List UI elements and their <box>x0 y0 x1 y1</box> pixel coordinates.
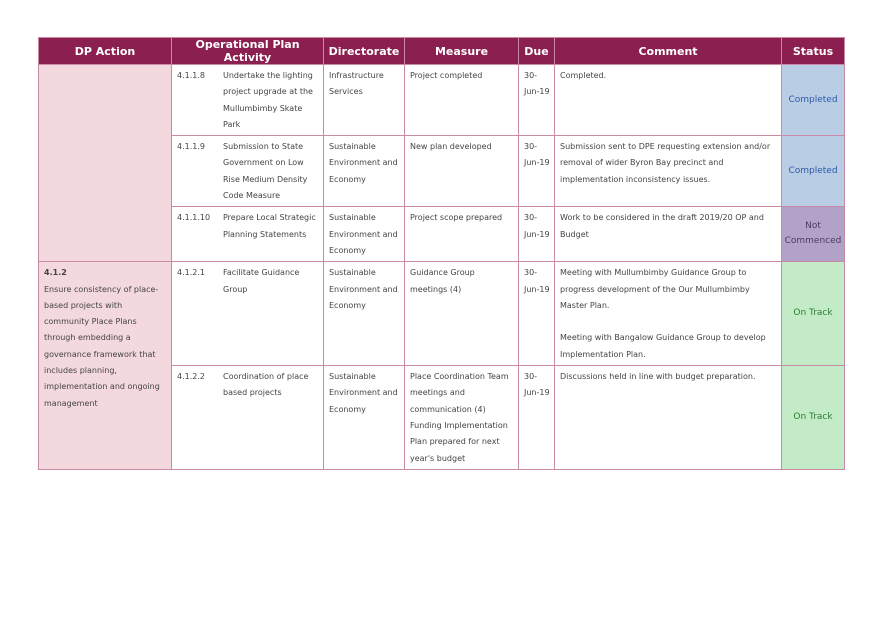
dp-action-cell <box>39 262 172 470</box>
status-badge: On Track <box>782 262 845 366</box>
activity-description: Facilitate Guidance Group <box>223 268 300 294</box>
comment-text: Discussions held in line with budget preparation. <box>560 372 756 382</box>
due-cell: 30-Jun-19 <box>519 366 555 470</box>
header-due: Due <box>519 38 555 65</box>
table-row <box>39 65 845 136</box>
activity-code: 4.1.1.10 <box>177 213 211 223</box>
directorate-cell: Sustainable Environment and Economy <box>324 366 405 470</box>
status-badge: On Track <box>782 366 845 470</box>
operational-plan-table <box>38 37 845 470</box>
comment-text: Work to be considered in the draft 2019/20 OP and Budget <box>560 213 764 239</box>
directorate-cell: Sustainable Environment and Economy <box>324 207 405 262</box>
measure-cell: Guidance Group meetings (4) <box>405 262 519 366</box>
comment-text: Submission sent to DPE requesting extension and/or removal of wider Byron Bay precinct and implementation inconsistency issues. <box>560 142 771 184</box>
activity-description: Submission to State Government on Low Rise Medium Density Code Measure <box>223 142 308 201</box>
status-badge: Completed <box>782 65 845 136</box>
comment-text: Meeting with Bangalow Guidance Group to develop Implementation Plan. <box>560 333 766 359</box>
directorate-cell: Sustainable Environment and Economy <box>324 136 405 207</box>
directorate-cell: Infrastructure Services <box>324 65 405 136</box>
dp-action-code: 4.1.2 <box>44 268 67 278</box>
activity-code: 4.1.2.1 <box>177 268 205 278</box>
activity-description: Coordination of place based projects <box>223 372 309 398</box>
comment-text: Completed. <box>560 71 607 80</box>
comment-cell <box>555 207 782 262</box>
header-comment: Comment <box>555 38 782 65</box>
due-cell: 30-Jun-19 <box>519 65 555 136</box>
activity-cell <box>172 262 324 366</box>
activity-cell <box>172 136 324 207</box>
dp-action-cell-empty <box>39 65 172 262</box>
header-directorate: Directorate <box>324 38 405 65</box>
table-row <box>39 262 845 366</box>
due-cell: 30-Jun-19 <box>519 136 555 207</box>
directorate-cell: Sustainable Environment and Economy <box>324 262 405 366</box>
activity-description: Prepare Local Strategic Planning Statements <box>223 213 316 239</box>
comment-cell <box>555 65 782 136</box>
activity-cell <box>172 65 324 136</box>
header-status: Status <box>782 38 845 65</box>
measure-cell: Project completed <box>405 65 519 136</box>
table-header-row <box>39 38 845 65</box>
comment-cell <box>555 366 782 470</box>
dp-action-description: Ensure consistency of place-based projects with community Place Plans through embedding a governance framework that includes planning, implementation and ongoing management <box>44 284 160 408</box>
measure-cell: New plan developed <box>405 136 519 207</box>
activity-description: Undertake the lighting project upgrade at the Mullumbimby Skate Park <box>223 71 313 129</box>
comment-cell <box>555 262 782 366</box>
comment-text: Meeting with Mullumbimby Guidance Group to progress development of the Our Mullumbimby Master Plan. <box>560 268 750 310</box>
measure-cell: Place Coordination Team meetings and communication (4) Funding Implementation Plan prepared for next year's budget <box>405 366 519 470</box>
status-badge: Completed <box>782 136 845 207</box>
due-cell: 30-Jun-19 <box>519 207 555 262</box>
status-badge: Not Commenced <box>782 207 845 262</box>
comment-cell <box>555 136 782 207</box>
activity-code: 4.1.1.8 <box>177 71 205 80</box>
header-measure: Measure <box>405 38 519 65</box>
due-cell: 30-Jun-19 <box>519 262 555 366</box>
header-dp-action: DP Action <box>39 38 172 65</box>
activity-code: 4.1.1.9 <box>177 142 205 152</box>
measure-cell: Project scope prepared <box>405 207 519 262</box>
activity-code: 4.1.2.2 <box>177 372 205 382</box>
activity-cell <box>172 366 324 470</box>
activity-cell <box>172 207 324 262</box>
header-operational-plan-activity: Operational Plan Activity <box>172 38 324 65</box>
comment-spacer <box>560 314 777 330</box>
